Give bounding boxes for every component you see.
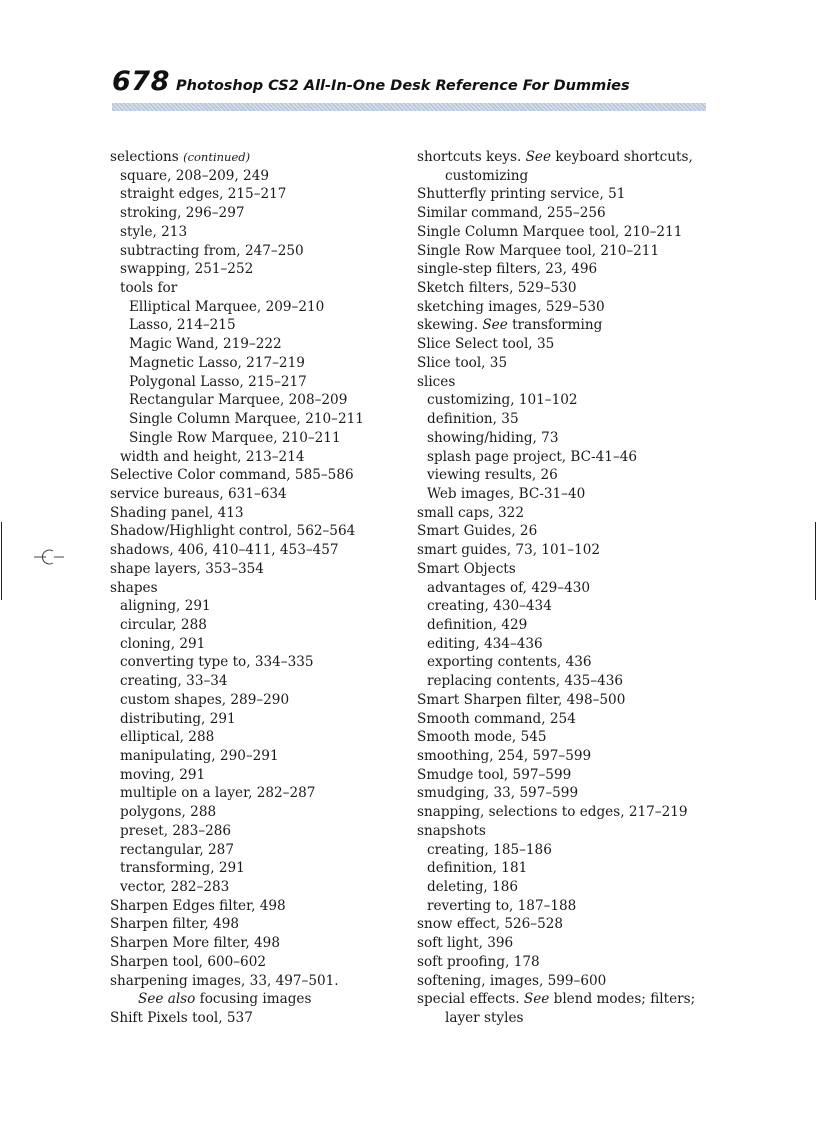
entry-text: Single Row Marquee tool, 210–211: [417, 242, 660, 259]
index-entry: [417, 597, 717, 616]
index-entry: [110, 391, 406, 410]
index-entry: [417, 710, 717, 729]
entry-cross-reference: See also: [138, 991, 196, 1008]
index-entry: [110, 822, 406, 841]
index-entry: [417, 485, 717, 504]
index-entry: [417, 560, 717, 579]
entry-text: Magic Wand, 219–222: [129, 336, 282, 353]
index-entry: [417, 541, 717, 560]
index-entry: [417, 242, 717, 261]
entry-cross-reference: (continued): [183, 150, 251, 164]
index-entry: [110, 953, 406, 972]
index-entry: [110, 354, 406, 373]
index-entry: [417, 616, 717, 635]
entry-text: replacing contents, 435–436: [427, 673, 624, 690]
entry-text: Single Column Marquee, 210–211: [129, 411, 364, 428]
entry-text: Smart Guides, 26: [417, 523, 538, 540]
index-entry: [417, 841, 717, 860]
entry-text: style, 213: [120, 223, 188, 240]
entry-text: Smudge tool, 597–599: [417, 766, 572, 783]
entry-text: Smooth command, 254: [417, 710, 576, 727]
index-column-right: [417, 148, 717, 1028]
index-entry: [417, 822, 717, 841]
index-entry: [417, 579, 717, 598]
index-entry: [110, 803, 406, 822]
entry-text: sketching images, 529–530: [417, 298, 605, 315]
index-entry: [110, 878, 406, 897]
entry-text: custom shapes, 289–290: [120, 691, 290, 708]
entry-text: skewing.: [417, 317, 483, 334]
entry-text: Single Column Marquee tool, 210–211: [417, 223, 683, 240]
entry-text-tail: blend modes; filters;: [549, 991, 696, 1008]
entry-text: shortcuts keys.: [417, 149, 526, 165]
entry-text: splash page project, BC-41–46: [427, 448, 638, 465]
index-entry: [110, 841, 406, 860]
index-entry: [110, 897, 406, 916]
entry-text: Magnetic Lasso, 217–219: [129, 354, 305, 371]
entry-text: moving, 291: [120, 766, 206, 783]
entry-text: customizing: [445, 167, 529, 184]
index-entry: [417, 391, 717, 410]
index-entry: [110, 260, 406, 279]
index-entry: [110, 784, 406, 803]
entry-text: Smart Sharpen filter, 498–500: [417, 691, 626, 708]
header-rule: [112, 103, 706, 111]
entry-text: creating, 430–434: [427, 598, 552, 615]
index-entry: [417, 204, 717, 223]
entry-text: snapshots: [417, 822, 486, 839]
crop-mark-left: [1, 522, 2, 600]
entry-text-tail: focusing images: [195, 991, 312, 1008]
index-entry: [110, 653, 406, 672]
index-entry: [110, 485, 406, 504]
index-entry: [417, 728, 717, 747]
index-entry: [110, 728, 406, 747]
entry-text: Rectangular Marquee, 208–209: [129, 392, 348, 409]
index-entry: [110, 373, 406, 392]
entry-text: deleting, 186: [427, 879, 518, 896]
index-entry: [417, 672, 717, 691]
entry-text: Web images, BC-31–40: [427, 485, 586, 502]
entry-text: subtracting from, 247–250: [120, 242, 304, 259]
index-entry: [417, 185, 717, 204]
entry-text: straight edges, 215–217: [120, 186, 287, 203]
index-entry: [110, 448, 406, 467]
index-entry: [417, 953, 717, 972]
index-entry: [110, 915, 406, 934]
index-entry: [110, 560, 406, 579]
entry-text: Similar command, 255–256: [417, 205, 606, 222]
entry-text: small caps, 322: [417, 504, 524, 521]
entry-text: converting type to, 334–335: [120, 654, 314, 671]
entry-text: definition, 429: [427, 616, 528, 633]
book-title: Photoshop CS2 All-In-One Desk Reference For Dummies: [176, 78, 630, 94]
entry-text: Lasso, 214–215: [129, 317, 236, 334]
index-entry: [417, 747, 717, 766]
index-entry: [417, 335, 717, 354]
index-entry: [110, 504, 406, 523]
entry-text: softening, images, 599–600: [417, 972, 607, 989]
index-entry: [110, 279, 406, 298]
entry-text: smart guides, 73, 101–102: [417, 542, 601, 559]
index-entry: [110, 223, 406, 242]
entry-text: manipulating, 290–291: [120, 748, 279, 764]
entry-text: viewing results, 26: [427, 467, 558, 484]
index-entry: [417, 373, 717, 392]
index-entry: [417, 915, 717, 934]
index-entry: [110, 1009, 406, 1028]
index-entry: [110, 859, 406, 878]
index-entry: [417, 223, 717, 242]
entry-text: special effects.: [417, 991, 524, 1008]
index-entry: [110, 747, 406, 766]
index-entry: [110, 185, 406, 204]
index-entry: [417, 429, 717, 448]
index-entry: [417, 522, 717, 541]
index-entry: [110, 934, 406, 953]
entry-text: Sketch filters, 529–530: [417, 280, 577, 297]
entry-text: cloning, 291: [120, 635, 206, 652]
index-entry: [417, 316, 717, 335]
entry-text: sharpening images, 33, 497–501.: [110, 972, 339, 989]
entry-text: square, 208–209, 249: [120, 167, 270, 184]
index-entry: [110, 298, 406, 317]
page-number: 678: [112, 66, 170, 97]
entry-text: slices: [417, 373, 456, 390]
entry-text: snapping, selections to edges, 217–219: [417, 804, 688, 821]
entry-text: transforming, 291: [120, 860, 245, 877]
entry-text: exporting contents, 436: [427, 654, 592, 671]
entry-text: Selective Color command, 585–586: [110, 467, 354, 484]
entry-text: customizing, 101–102: [427, 392, 578, 409]
entry-text: snow effect, 526–528: [417, 916, 564, 933]
entry-text: swapping, 251–252: [120, 261, 254, 278]
index-entry: [110, 242, 406, 261]
index-entry: [417, 803, 717, 822]
entry-text: reverting to, 187–188: [427, 897, 577, 914]
index-entry: [417, 897, 717, 916]
entry-text: Single Row Marquee, 210–211: [129, 429, 341, 446]
entry-text: soft proofing, 178: [417, 953, 540, 970]
entry-text: definition, 35: [427, 411, 519, 428]
entry-text: soft light, 396: [417, 935, 514, 952]
entry-text: width and height, 213–214: [120, 448, 305, 465]
index-entry: [417, 148, 717, 167]
entry-text: tools for: [120, 280, 178, 297]
index-entry: [110, 541, 406, 560]
entry-cross-reference: See: [523, 991, 550, 1008]
entry-text: Smart Objects: [417, 560, 516, 577]
index-entry: [417, 972, 717, 991]
index-entry: [110, 522, 406, 541]
entry-text: multiple on a layer, 282–287: [120, 785, 316, 802]
entry-text: Elliptical Marquee, 209–210: [129, 298, 325, 315]
index-entry: [110, 990, 406, 1009]
index-entry: [110, 691, 406, 710]
entry-text: Shutterfly printing service, 51: [417, 186, 626, 203]
entry-text: definition, 181: [427, 860, 528, 877]
index-entry: [110, 204, 406, 223]
entry-text: service bureaus, 631–634: [110, 485, 287, 502]
entry-text: distributing, 291: [120, 710, 236, 727]
entry-text: creating, 33–34: [120, 673, 228, 690]
index-entry: [417, 990, 717, 1009]
entry-text: aligning, 291: [120, 598, 211, 615]
index-entry: [110, 635, 406, 654]
registration-mark-icon: [34, 542, 64, 572]
index-entry: [417, 354, 717, 373]
entry-text: shapes: [110, 579, 158, 596]
index-entry: [417, 859, 717, 878]
entry-text: circular, 288: [120, 616, 207, 633]
index-entry: [417, 279, 717, 298]
entry-text: showing/hiding, 73: [427, 429, 559, 446]
entry-text: Slice tool, 35: [417, 354, 508, 371]
index-entry: [417, 410, 717, 429]
index-entry: [110, 167, 406, 186]
index-entry: [417, 635, 717, 654]
entry-text: Sharpen More filter, 498: [110, 935, 280, 952]
entry-text: stroking, 296–297: [120, 205, 245, 222]
entry-text: smudging, 33, 597–599: [417, 785, 579, 802]
entry-cross-reference: See: [482, 317, 508, 334]
entry-text: layer styles: [445, 1010, 524, 1027]
index-entry: [110, 672, 406, 691]
entry-text: elliptical, 288: [120, 729, 215, 746]
index-entry: [417, 1009, 717, 1028]
index-entry: [417, 260, 717, 279]
entry-text: rectangular, 287: [120, 841, 234, 858]
entry-text-tail: transforming: [507, 317, 603, 334]
index-entry: [110, 710, 406, 729]
index-entry: [417, 466, 717, 485]
entry-text: creating, 185–186: [427, 841, 552, 858]
entry-cross-reference: See: [525, 149, 551, 165]
entry-text: Polygonal Lasso, 215–217: [129, 373, 307, 390]
entry-text: shape layers, 353–354: [110, 560, 264, 577]
entry-text: Slice Select tool, 35: [417, 336, 555, 353]
index-entry: [110, 579, 406, 598]
entry-text: advantages of, 429–430: [427, 579, 591, 596]
entry-text: Sharpen filter, 498: [110, 916, 240, 933]
index-entry: [417, 653, 717, 672]
entry-text: polygons, 288: [120, 804, 217, 821]
index-entry: [110, 766, 406, 785]
entry-text: Shift Pixels tool, 537: [110, 1010, 253, 1027]
index-entry: [110, 410, 406, 429]
index-entry: [417, 766, 717, 785]
index-entry: [110, 597, 406, 616]
entry-text: preset, 283–286: [120, 822, 232, 839]
entry-text: smoothing, 254, 597–599: [417, 748, 592, 764]
entry-text: Shading panel, 413: [110, 504, 244, 521]
index-entry: [110, 335, 406, 354]
entry-text: editing, 434–436: [427, 635, 543, 652]
entry-text: Sharpen Edges filter, 498: [110, 897, 286, 914]
entry-text: shadows, 406, 410–411, 453–457: [110, 542, 339, 559]
index-entry: [417, 504, 717, 523]
entry-text: vector, 282–283: [120, 879, 230, 896]
index-entry: [417, 784, 717, 803]
index-entry: [417, 298, 717, 317]
entry-text: selections: [110, 149, 184, 165]
index-entry: [110, 148, 406, 167]
index-entry: [417, 878, 717, 897]
index-column-left: [110, 148, 406, 1028]
index-entry: [417, 934, 717, 953]
index-entry: [417, 167, 717, 186]
index-entry: [110, 616, 406, 635]
index-entry: [110, 972, 406, 991]
entry-text: Shadow/Highlight control, 562–564: [110, 523, 356, 540]
index-entry: [110, 316, 406, 335]
index-entry: [417, 448, 717, 467]
entry-text: Sharpen tool, 600–602: [110, 953, 267, 970]
entry-text-tail: keyboard shortcuts,: [551, 149, 693, 165]
index-entry: [417, 691, 717, 710]
entry-text: Smooth mode, 545: [417, 729, 547, 746]
index-entry: [110, 466, 406, 485]
entry-text: single-step filters, 23, 496: [417, 261, 598, 278]
index-entry: [110, 429, 406, 448]
